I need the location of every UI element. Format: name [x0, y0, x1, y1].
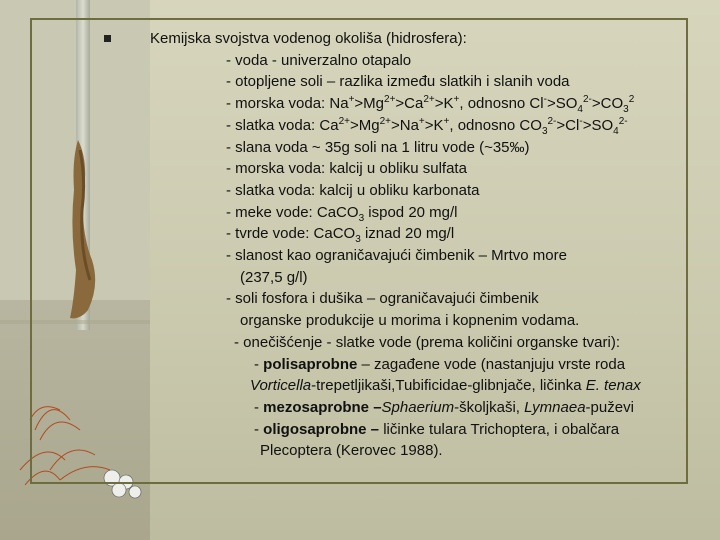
- list-item: - morska voda: $Na^+>Mg^{2+}>Ca^{2+}>K^+$, odnosno $Cl^->SO_4^{2-}>CO_3^2$: [226, 94, 635, 116]
- list-item: - soli fosfora i dušika – ograničavajući čimbenik: [226, 290, 539, 308]
- list-item: - tvrde vode: CaCO$_3$ iznad 20 mg/l: [226, 225, 455, 246]
- sub-item-polisaprobne: - polisaprobne – zagađene vode (nastanjuju vrste roda: [254, 355, 626, 373]
- list-item: - voda - univerzalno otapalo: [226, 51, 412, 69]
- list-item: - morska voda: kalcij u obliku sulfata: [226, 160, 467, 178]
- aquatic-organisms-photo: [0, 0, 150, 540]
- list-item: - slana voda ~ 35g soli na 1 litru vode (~35‰): [226, 138, 530, 156]
- square-bullet-icon: [104, 35, 111, 42]
- slide-title: Kemijska svojstva vodenog okoliša (hidrosfera):: [150, 30, 467, 47]
- list-item: - otopljene soli – razlika između slatkih i slanih voda: [226, 73, 570, 91]
- slide-content: [150, 28, 720, 462]
- list-item: - slatka voda: $Ca^{2+}>Mg^{2+}>Na^+>K^+$, odnosno $CO_3^{2-}>Cl^->SO_4^{2-}$: [226, 115, 628, 137]
- frame-bottom-line: [30, 482, 688, 484]
- frame-left-line: [30, 18, 32, 484]
- sub-item-continuation: Plecoptera (Kerovec 1988).: [260, 442, 443, 460]
- list-item-continuation: organske produkcije u morima i kopnenim vodama.: [240, 312, 580, 330]
- list-item: - onečišćenje - slatke vode (prema količini organske tvari):: [234, 333, 621, 351]
- list-item: - slanost kao ograničavajući čimbenik – Mrtvo more: [226, 247, 567, 265]
- sub-item-mezosaprobne: - mezosaprobne –Sphaerium-školjkaši, Lymnaea-puževi: [254, 398, 634, 416]
- list-item: - meke vode: CaCO$_3$ ispod 20 mg/l: [226, 203, 458, 224]
- sub-item-continuation: Vorticella-trepetljikaši,Tubificidae-glibnjače, ličinka E. tenax: [250, 377, 641, 395]
- sub-item-oligosaprobne: - oligosaprobne – ličinke tulara Trichoptera, i obalčara: [254, 420, 620, 438]
- frame-top-line: [30, 18, 688, 20]
- list-item: - slatka voda: kalcij u obliku karbonata: [226, 181, 480, 199]
- list-item-continuation: (237,5 g/l): [240, 268, 308, 286]
